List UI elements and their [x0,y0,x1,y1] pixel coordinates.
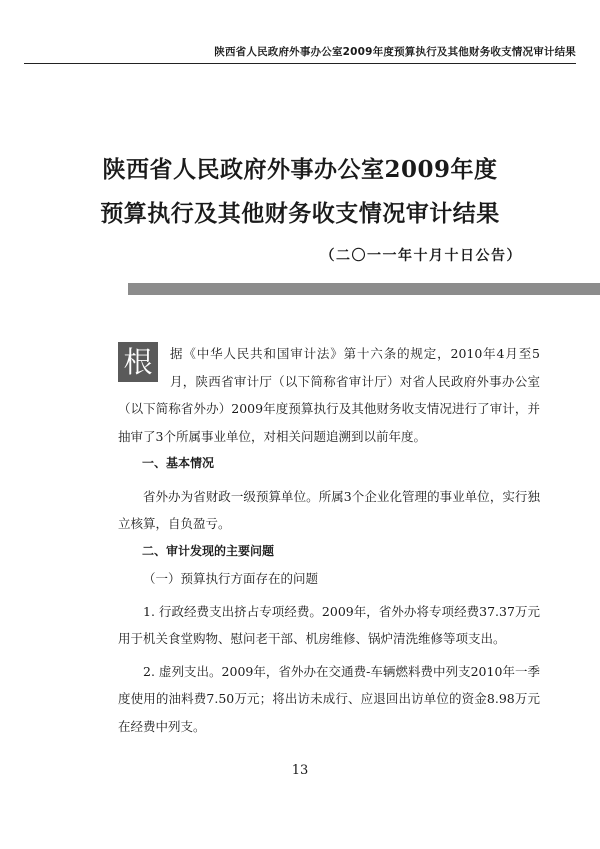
header-rule [24,63,576,64]
section-heading-findings: 二、审计发现的主要问题 [142,543,275,558]
running-header: 陕西省人民政府外事办公室2009年度预算执行及其他财务收支情况审计结果 [214,46,576,58]
page-number: 13 [291,763,309,778]
document-title [0,148,600,236]
intro-paragraph [118,340,540,450]
section-divider-bar [128,283,600,295]
title-line-2: 预算执行及其他财务收支情况审计结果 [100,200,500,227]
body-text [118,340,540,740]
section-basic-info-text: 省外办为省财政一级预算单位。所属3个企业化管理的事业单位，实行独立核算，自负盈亏。 [118,488,540,531]
section-heading-basic-info: 一、基本情况 [142,456,215,470]
title-line-1: 陕西省人民政府外事办公室2009年度 [102,156,498,183]
intro-text: 据《中华人民共和国审计法》第十六条的规定，2010年4月至5月，陕西省审计厅（以下简称省审计厅）对省人民政府外事办公室（以下简称省外办）2009年度预算执行及其他财务收支情况进行了审计，并抽审了3个所属事业单位，对相关问题追溯到以前年度。 [118,346,540,444]
announcement-date: （二〇一一年十月十日公告） [320,248,522,264]
subsection-heading-budget: （一）预算执行方面存在的问题 [143,571,319,586]
finding-item-2: 2. 虚列支出。2009年，省外办在交通费-车辆燃料费中列支2010年一季度使用的油料费7.50万元；将出访未成行、应退回出访单位的资金8.98万元在经费中列支。 [118,663,540,734]
drop-cap: 根 [118,342,158,382]
finding-item-1: 1. 行政经费支出挤占专项经费。2009年，省外办将专项经费37.37万元用于机关食堂购物、慰问老干部、机房维修、锅炉清洗维修等项支出。 [118,603,540,646]
